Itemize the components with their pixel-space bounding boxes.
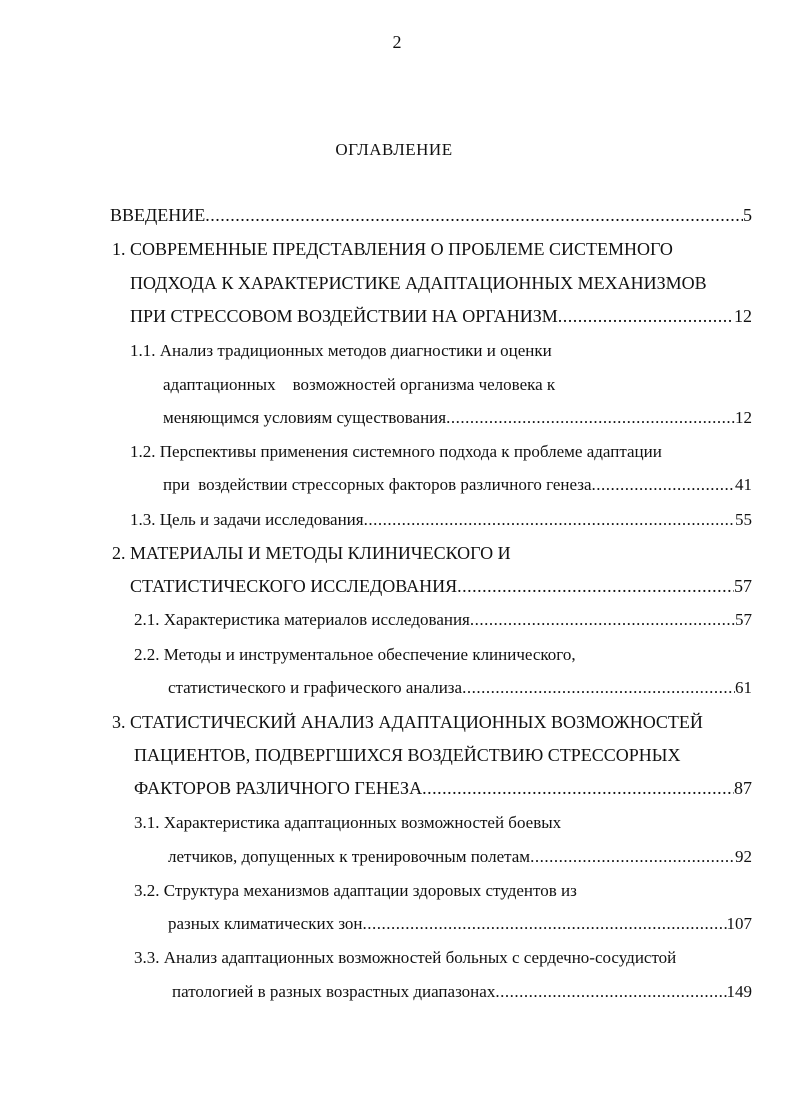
toc-chapter-2-line-1: 2. МАТЕРИАЛЫ И МЕТОДЫ КЛИНИЧЕСКОГО И [112,543,511,563]
toc-entry-text: при воздействии стрессорных факторов различного генеза [163,475,592,494]
dot-leader [205,200,743,230]
toc-page-number: 57 [735,610,752,629]
toc-section-3-2-line-2 [168,909,752,939]
toc-title: ОГЛАВЛЕНИЕ [335,140,453,159]
toc-chapter-2-line-2 [130,571,752,601]
toc-section-1-3 [130,505,752,535]
toc-section-2-2-line-2 [168,673,752,703]
toc-section-1-2-line-1: 1.2. Перспективы применения системного подхода к проблеме адаптации [130,442,662,461]
dot-leader [495,977,726,1007]
toc-page-number: 55 [735,510,752,529]
toc-entry-intro [110,200,752,230]
toc-section-1-1-line-3 [163,403,752,433]
dot-leader [457,571,734,601]
toc-page-number: 41 [735,475,752,494]
dot-leader [530,842,735,872]
dot-leader [422,773,734,803]
toc-entry-text: разных климатических зон [168,914,363,933]
toc-entry-text: патологией в разных возрастных диапазонах [172,982,496,1001]
dot-leader [592,470,735,500]
toc-section-2-1 [134,605,752,635]
page-number: 2 [392,32,402,52]
toc-page-number: 12 [735,408,752,427]
toc-page-number: 57 [734,576,752,596]
toc-entry-text: меняющимся условиям существования [163,408,447,427]
dot-leader [363,909,727,939]
toc-section-1-2-line-2 [163,470,752,500]
toc-section-3-3-line-2 [172,977,752,1007]
toc-entry-text: СТАТИСТИЧЕСКОГО ИССЛЕДОВАНИЯ [130,576,458,596]
dot-leader [470,605,735,635]
toc-entry-text: ПРИ СТРЕССОВОМ ВОЗДЕЙСТВИИ НА ОРГАНИЗМ [130,306,558,326]
toc-section-1-1-line-2: адаптационных возможностей организма человека к [163,375,556,394]
toc-entry-text: 2.1. Характеристика материалов исследования [134,610,470,629]
toc-section-3-1-line-1: 3.1. Характеристика адаптационных возможностей боевых [134,813,562,832]
toc-chapter-3-line-2: ПАЦИЕНТОВ, ПОДВЕРГШИХСЯ ВОЗДЕЙСТВИЮ СТРЕССОРНЫХ [134,745,681,765]
toc-section-1-1-line-1: 1.1. Анализ традиционных методов диагностики и оценки [130,341,552,360]
toc-page-number: 87 [734,778,752,798]
dot-leader [364,505,735,535]
toc-chapter-1-line-2: ПОДХОДА К ХАРАКТЕРИСТИКЕ АДАПТАЦИОННЫХ МЕХАНИЗМОВ [130,273,707,293]
toc-chapter-3-line-1: 3. СТАТИСТИЧЕСКИЙ АНАЛИЗ АДАПТАЦИОННЫХ ВОЗМОЖНОСТЕЙ [112,712,703,732]
toc-entry-text: 1.3. Цель и задачи исследования [130,510,364,529]
toc-page-number: 12 [734,306,752,326]
toc-page-number: 61 [735,678,752,697]
toc-entry-text: ВВЕДЕНИЕ [110,205,206,225]
toc-entry-text: ФАКТОРОВ РАЗЛИЧНОГО ГЕНЕЗА [134,778,423,798]
toc-section-3-1-line-2 [168,842,752,872]
toc-chapter-1-line-1: 1. СОВРЕМЕННЫЕ ПРЕДСТАВЛЕНИЯ О ПРОБЛЕМЕ СИСТЕМНОГО [112,239,673,259]
toc-page-number: 149 [726,982,752,1001]
toc-page-number: 92 [735,847,752,866]
toc-section-3-3-line-1: 3.3. Анализ адаптационных возможностей больных с сердечно-сосудистой [134,948,677,967]
toc-section-3-2-line-1: 3.2. Структура механизмов адаптации здоровых студентов из [134,881,577,900]
toc-entry-text: летчиков, допущенных к тренировочным полетам [168,847,531,866]
toc-chapter-1-line-3 [130,301,752,331]
dot-leader [558,301,734,331]
toc-entry-text: статистического и графического анализа [168,678,463,697]
dot-leader [446,403,735,433]
toc-page-number: 5 [743,205,752,225]
toc-page-number: 107 [726,914,752,933]
toc-section-2-2-line-1: 2.2. Методы и инструментальное обеспечение клинического, [134,645,576,664]
toc-chapter-3-line-3 [134,773,752,803]
dot-leader [462,673,735,703]
